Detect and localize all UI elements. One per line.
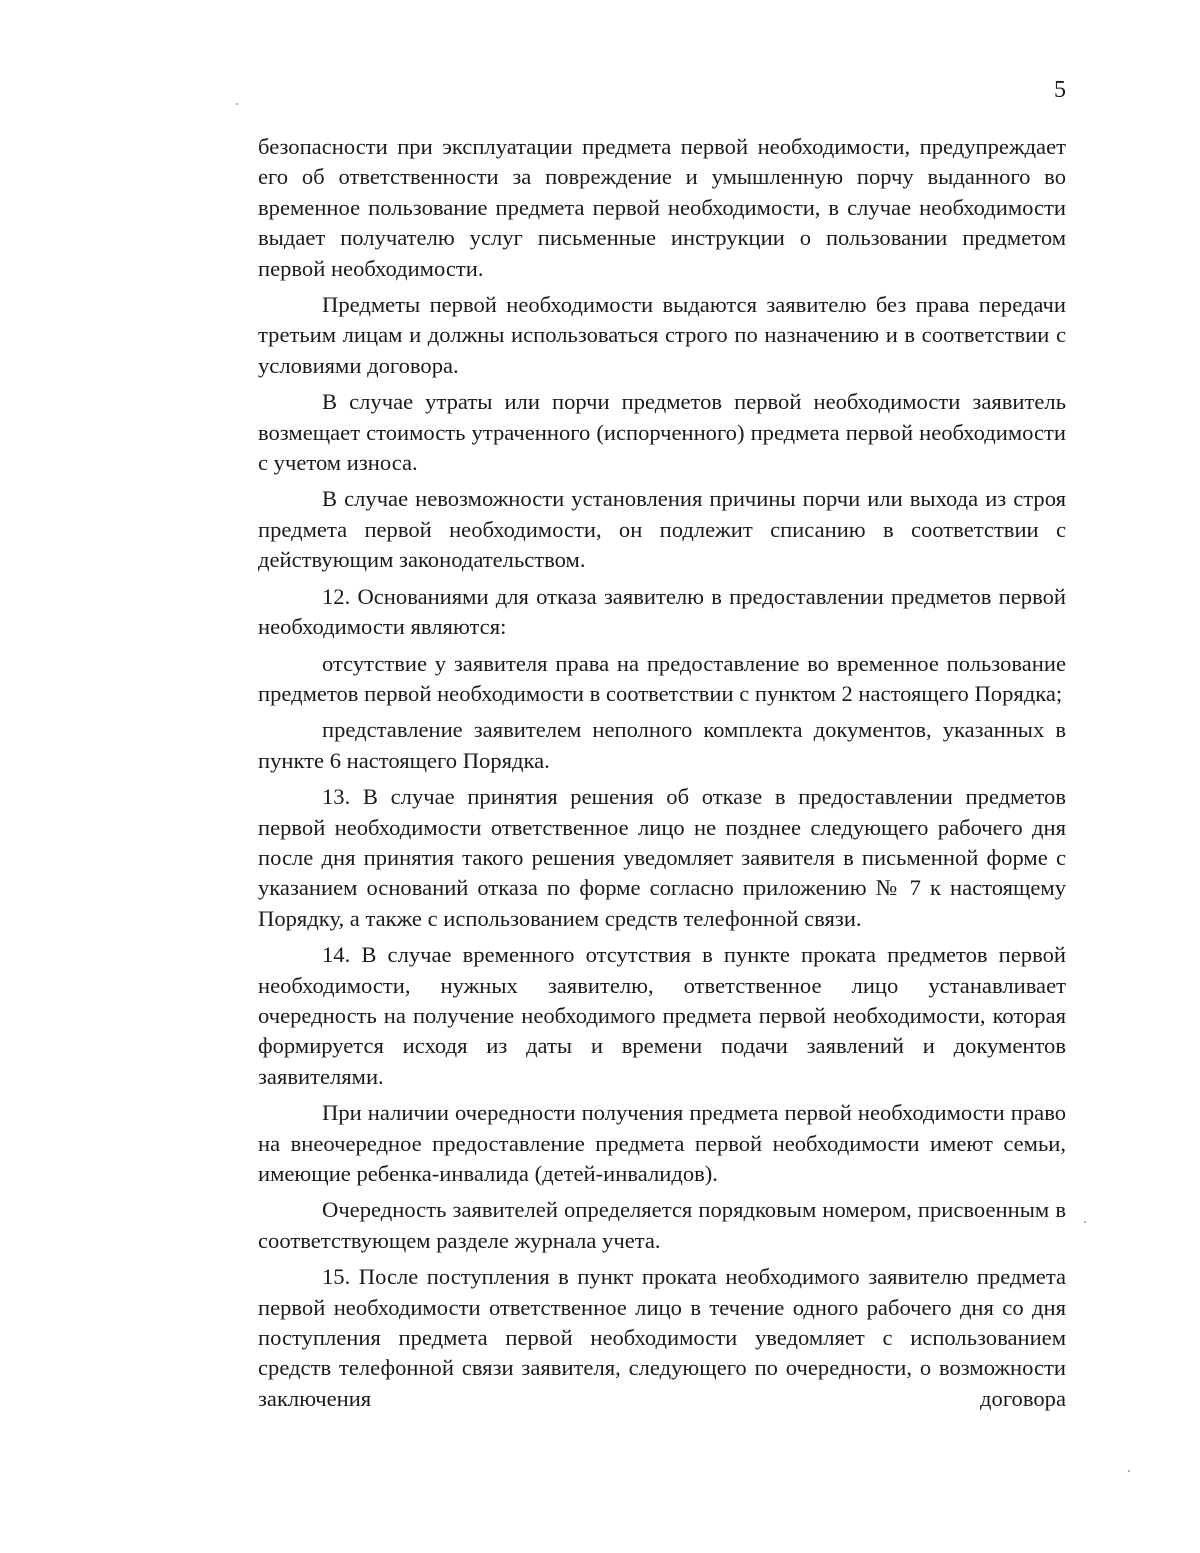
scan-speck	[1128, 1470, 1130, 1472]
paragraph-queue-order: Очередность заявителей определяется порядковым номером, присвоенным в соответствующем разделе журнала учета.	[258, 1197, 1066, 1253]
paragraph-refusal-ground-1: отсутствие у заявителя права на предоставление во временное пользование предметов первой необходимости в соответствии с пунктом 2 настоящего Порядка;	[258, 650, 1066, 706]
paragraph-items-use-restriction: Предметы первой необходимости выдаются заявителю без права передачи третьим лицам и должны использоваться строго по назначению и в соответствии с условиями договора.	[258, 292, 1066, 378]
paragraph-priority-right: При наличии очередности получения предмета первой необходимости право на внеочередное предоставление предмета первой необходимости имеют семьи, имеющие ребенка-инвалида (детей-инвалидов).	[258, 1100, 1066, 1186]
paragraph-12-refusal-grounds: 12. Основаниями для отказа заявителю в предоставлении предметов первой необходимости являются:	[258, 583, 1066, 640]
paragraph-continuation: безопасности при эксплуатации предмета первой необходимости, предупреждает его об ответственности за повреждение и умышленную порчу выданного во временное пользование предмета первой необходимости, в случае необходимости выдает получателю услуг письменные инструкции о пользовании предметом первой необходимости.	[258, 134, 1066, 281]
page-number: 5	[1054, 77, 1066, 103]
paragraph-write-off: В случае невозможности установления причины порчи или выхода из строя предмета первой необходимости, он подлежит списанию в соответствии с действующим законодательством.	[258, 486, 1066, 573]
paragraph-15-notification: 15. После поступления в пункт проката необходимого заявителю предмета первой необходимости ответственное лицо в течение одного рабочего дня со дня поступления предмета первой необходимости уведомляет с использованием средств телефонной связи заявителя, следующего по очередности, о возможности заключения договора	[258, 1264, 1066, 1411]
paragraph-14-queue: 14. В случае временного отсутствия в пункте проката предметов первой необходимости, нужных заявителю, ответственное лицо устанавливает очередность на получение необходимого предмета первой необходимости, которая формируется исходя из даты и времени подачи заявлений и документов заявителями.	[258, 942, 1066, 1089]
scan-speck	[1084, 1221, 1086, 1223]
paragraph-refusal-ground-2: представление заявителем неполного комплекта документов, указанных в пункте 6 настоящего Порядка.	[258, 717, 1066, 773]
document-body	[258, 132, 1066, 1414]
paragraph-loss-compensation: В случае утраты или порчи предметов первой необходимости заявитель возмещает стоимость утраченного (испорченного) предмета первой необходимости с учетом износа.	[258, 389, 1066, 476]
scan-speck	[236, 103, 238, 105]
paragraph-13-refusal-notice: 13. В случае принятия решения об отказе в предоставлении предметов первой необходимости ответственное лицо не позднее следующего рабочего дня после дня принятия такого решения уведомляет заявителя в письменной форме с указанием оснований отказа по форме согласно приложению № 7 к настоящему Порядку, а также с использованием средств телефонной связи.	[258, 784, 1066, 931]
